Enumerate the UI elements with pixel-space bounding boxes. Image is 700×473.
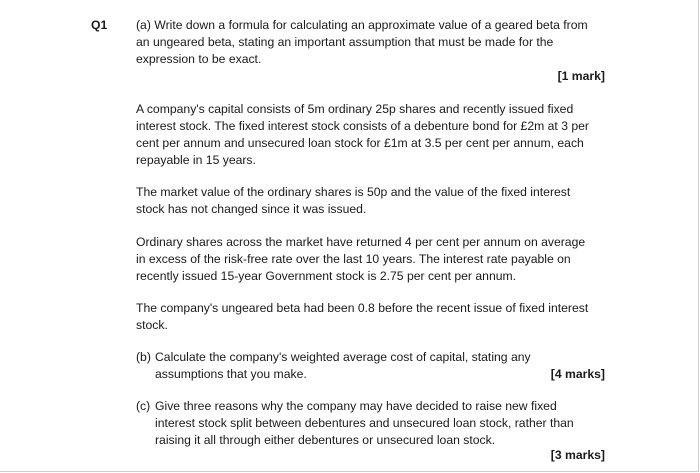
part-b-line: assumptions that you make. [155,367,307,381]
part-c-line: interest stock split between debentures and unsecured loan stock, rather than [155,416,574,430]
part-c-label: (c) [136,399,151,413]
paragraph-line: repayable in 15 years. [136,153,256,167]
part-b [136,349,606,383]
part-b-label: (b) [136,350,151,364]
paragraph-line: The company's ungeared beta had been 0.8 before the recent issue of fixed interest [136,301,589,315]
part-a-text [136,17,606,68]
part-a-line: an ungeared beta, stating an important assumption that must be made for the [136,35,554,49]
part-c-marks: [3 marks] [550,448,605,462]
paragraph-line: recently issued 15-year Government stock is 2.75 per cent per annum. [136,269,517,283]
part-a-marks: [1 mark] [557,69,605,83]
paragraph-returns [136,234,606,285]
paragraph-line: stock has not changed since it was issued. [136,202,367,216]
paragraph-line: in excess of the risk-free rate over the last 10 years. The interest rate payable on [136,252,571,266]
part-c-line: Give three reasons why the company may have decided to raise new fixed [155,399,557,413]
paragraph-line: Ordinary shares across the market have returned 4 per cent per annum on average [136,235,586,249]
paragraph-line: A company's capital consists of 5m ordinary 25p shares and recently issued fixed [136,102,574,116]
paragraph-capital [136,101,606,169]
paragraph-market-value [136,184,606,218]
paragraph-line: interest stock. The fixed interest stock consists of a debenture bond for £2m at 3 per [136,119,589,133]
paragraph-beta [136,300,606,334]
paragraph-line: stock. [136,318,168,332]
part-a-line: expression to be exact. [136,52,262,66]
part-c-line: raising it all through either debentures or unsecured loan stock. [155,433,496,447]
part-b-line: Calculate the company's weighted average cost of capital, stating any [155,350,531,364]
question-number: Q1 [91,18,108,32]
part-a-line: (a) Write down a formula for calculating an approximate value of a geared beta from [136,18,588,32]
paragraph-line: The market value of the ordinary shares is 50p and the value of the fixed interest [136,185,571,199]
paragraph-line: cent per annum and unsecured loan stock for £1m at 3.5 per cent per annum, each [136,136,584,150]
part-b-marks: [4 marks] [550,367,605,381]
part-c [136,398,606,449]
